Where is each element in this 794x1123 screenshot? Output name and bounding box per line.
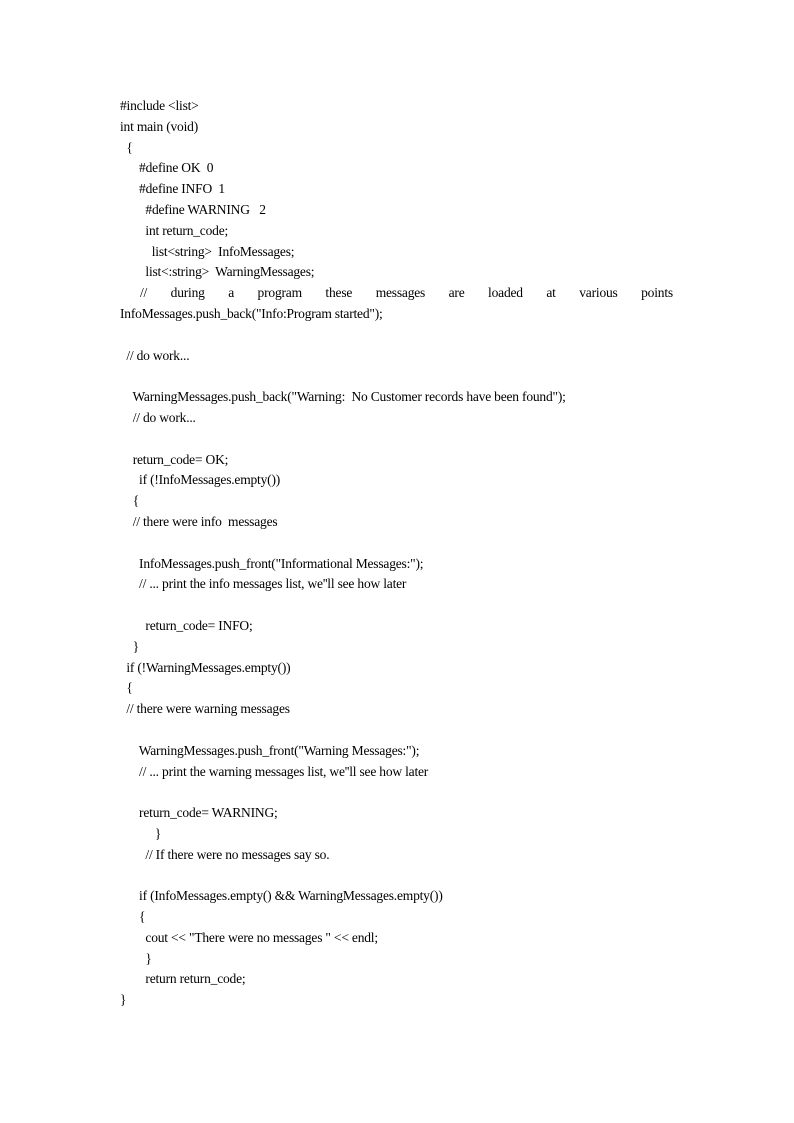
code-line: WarningMessages.push_back("Warning: No Customer records have been found"); [120,389,566,405]
comment-word: are [448,285,465,301]
comment-word: points [641,285,673,301]
code-line: // there were info messages [120,513,278,529]
comment-word: loaded [488,285,523,301]
code-line: cout << "There were no messages " << endl; [120,929,378,945]
code-line: int return_code; [120,222,229,238]
blank-line [120,720,680,741]
code-line: #define INFO 1 [120,181,225,197]
blank-line [120,782,680,803]
code-line: { [120,493,139,509]
code-line: #include <list> [120,98,199,113]
code-line: return_code= WARNING; [120,805,278,821]
blank-line [120,325,680,346]
comment-word: various [579,285,618,301]
code-line: // ... print the info messages list, we''ll see how later [120,576,407,592]
comment-word: during [170,285,205,301]
code-line: // do work... [120,347,190,363]
code-line: { [120,139,133,155]
code-line: // If there were no messages say so. [120,846,330,862]
code-line: // there were warning messages [120,701,290,717]
code-line: list<:string> WarningMessages; [120,264,315,280]
comment-word: these [325,285,353,301]
code-line: #define OK 0 [120,160,214,176]
code-block [120,96,680,1011]
code-line: } [120,950,152,966]
comment-word: program [257,285,302,301]
code-line: InfoMessages.push_front("Informational Messages:"); [120,555,424,571]
code-line: InfoMessages.push_back("Info:Program started"); [120,305,383,321]
comment-word: // [140,285,148,301]
code-line: return_code= INFO; [120,617,253,633]
comment-word: messages [375,285,426,301]
code-line: #define WARNING 2 [120,201,266,217]
blank-line [120,595,680,616]
blank-line [120,865,680,886]
code-line: // ... print the warning messages list, we''ll see how later [120,763,429,779]
blank-line [120,533,680,554]
code-line: if (!InfoMessages.empty()) [120,472,281,488]
code-line: } [120,638,139,654]
justified-comment-line [120,283,673,304]
code-line: } [120,992,127,1008]
blank-line [120,429,680,450]
code-line: } [120,825,162,841]
code-line: list<string> InfoMessages; [120,243,295,259]
code-line: if (InfoMessages.empty() && WarningMessages.empty()) [120,888,443,904]
comment-word: at [546,285,556,301]
code-line: WarningMessages.push_front("Warning Messages:"); [120,742,420,758]
comment-word: a [228,285,235,301]
code-line: int main (void) [120,118,198,134]
code-line: if (!WarningMessages.empty()) [120,659,291,675]
blank-line [120,366,680,387]
code-line: return return_code; [120,971,246,987]
code-line: return_code= OK; [120,451,229,467]
code-line: { [120,909,146,925]
code-line: // do work... [120,409,196,425]
code-line: { [120,680,133,696]
